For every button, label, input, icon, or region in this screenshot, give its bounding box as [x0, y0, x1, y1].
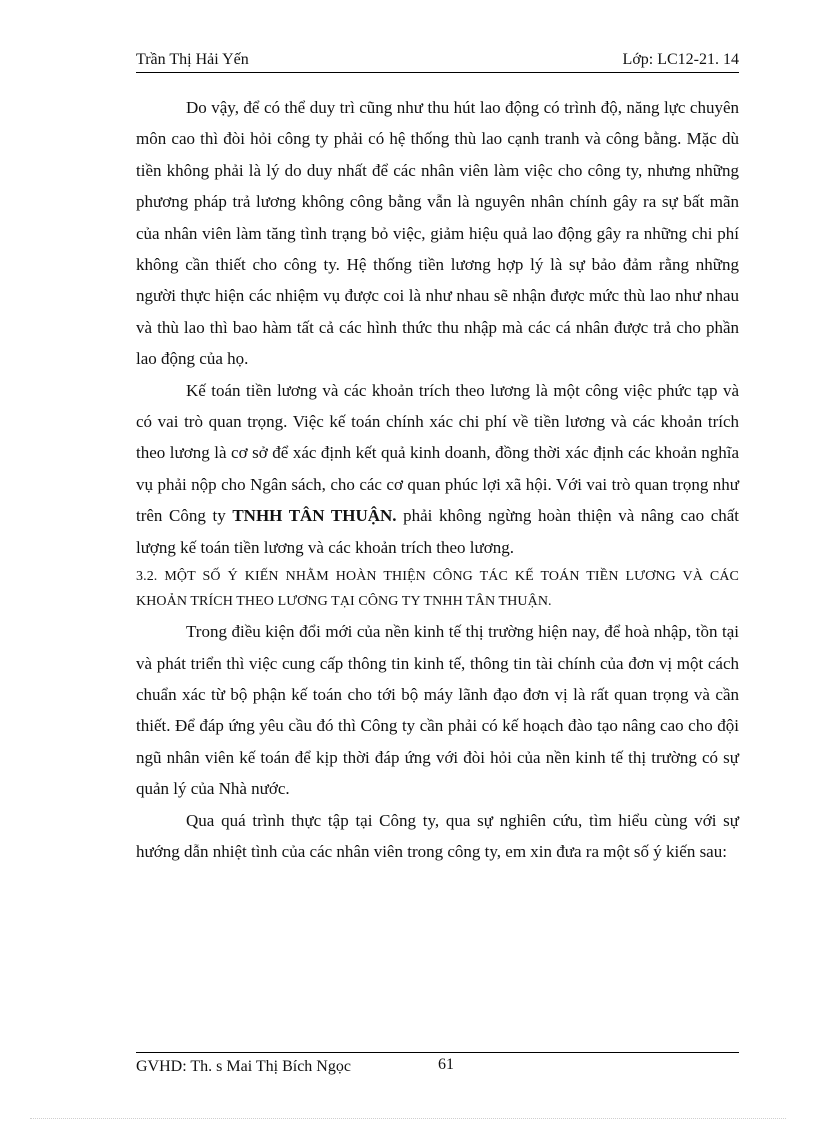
paragraph-3: Trong điều kiện đổi mới của nền kinh tế thị trường hiện nay, để hoà nhập, tồn tại và phát triển thì việc cung cấp thông tin kinh tế, thông tin tài chính của đơn vị một cách chuẩn xác từ bộ phận kế toán cho tới bộ máy lãnh đạo đơn vị là rất quan trọng và cần thiết. Để đáp ứng yêu cầu đó thì Công ty cần phải có kế hoạch đào tạo nâng cao cho đội ngũ nhân viên kế toán để kịp thời đáp ứng với đòi hỏi của nền kinh tế thị trường có sự quản lý của Nhà nước.	[136, 622, 739, 799]
paragraph-2-text-b: phải không ngừng hoàn thiện và nâng cao chất lượng kế toán tiền lương và các khoản trích theo lương.	[136, 506, 740, 557]
page-edge-divider	[30, 1118, 786, 1119]
page-content	[136, 92, 739, 867]
page-number: 61	[438, 1056, 454, 1073]
paragraph-2	[136, 375, 739, 563]
paragraph-2-text-a: Kế toán tiền lương và các khoản trích theo lương là một công việc phức tạp và có vai trò quan trọng. Việc kế toán chính xác chi phí về tiền lương và các khoản trích theo lương là cơ sở để xác định kết quả kinh doanh, đồng thời xác định các khoản nghĩa vụ phải nộp cho Ngân sách, cho các cơ quan phúc lợi xã hội. Với vai trò quan trọng như trên Công ty	[136, 380, 739, 526]
section-heading: 3.2. MỘT SỐ Ý KIẾN NHẰM HOÀN THIỆN CÔNG TÁC KẾ TOÁN TIỀN LƯƠNG VÀ CÁC KHOẢN TRÍCH THEO LƯƠNG TẠI CÔNG TY TNHH TÂN THUẬN.	[136, 569, 739, 609]
class-label: Lớp: LC12-21. 14	[622, 51, 739, 68]
paragraph-1: Do vậy, để có thể duy trì cũng như thu hút lao động có trình độ, năng lực chuyên môn cao thì đòi hỏi công ty phải có hệ thống thù lao cạnh tranh và công bằng. Mặc dù tiền không phải là lý do duy nhất để các nhân viên làm việc cho công ty, nhưng những phương pháp trả lương không công bằng vẫn là nguyên nhân chính gây ra sự bất mãn của nhân viên làm tăng tình trạng bỏ việc, giảm hiệu quả lao động gây ra những chi phí không cần thiết cho công ty. Hệ thống tiền lương hợp lý là sự bảo đảm rằng những người thực hiện các nhiệm vụ được coi là như nhau sẽ nhận được mức thù lao như nhau và thù lao thì bao hàm tất cả các hình thức thu nhập mà các cá nhân được trả cho phần lao động của họ.	[136, 98, 739, 369]
author-name: Trần Thị Hải Yến	[136, 51, 249, 68]
page-footer	[136, 1052, 739, 1075]
company-name: TNHH TÂN THUẬN.	[232, 506, 397, 526]
page-header	[136, 50, 739, 73]
paragraph-4: Qua quá trình thực tập tại Công ty, qua sự nghiên cứu, tìm hiểu cùng với sự hướng dẫn nhiệt tình của các nhân viên trong công ty, em xin đưa ra một số ý kiến sau:	[136, 810, 739, 861]
supervisor-name: GVHD: Th. s Mai Thị Bích Ngọc	[136, 1058, 351, 1075]
